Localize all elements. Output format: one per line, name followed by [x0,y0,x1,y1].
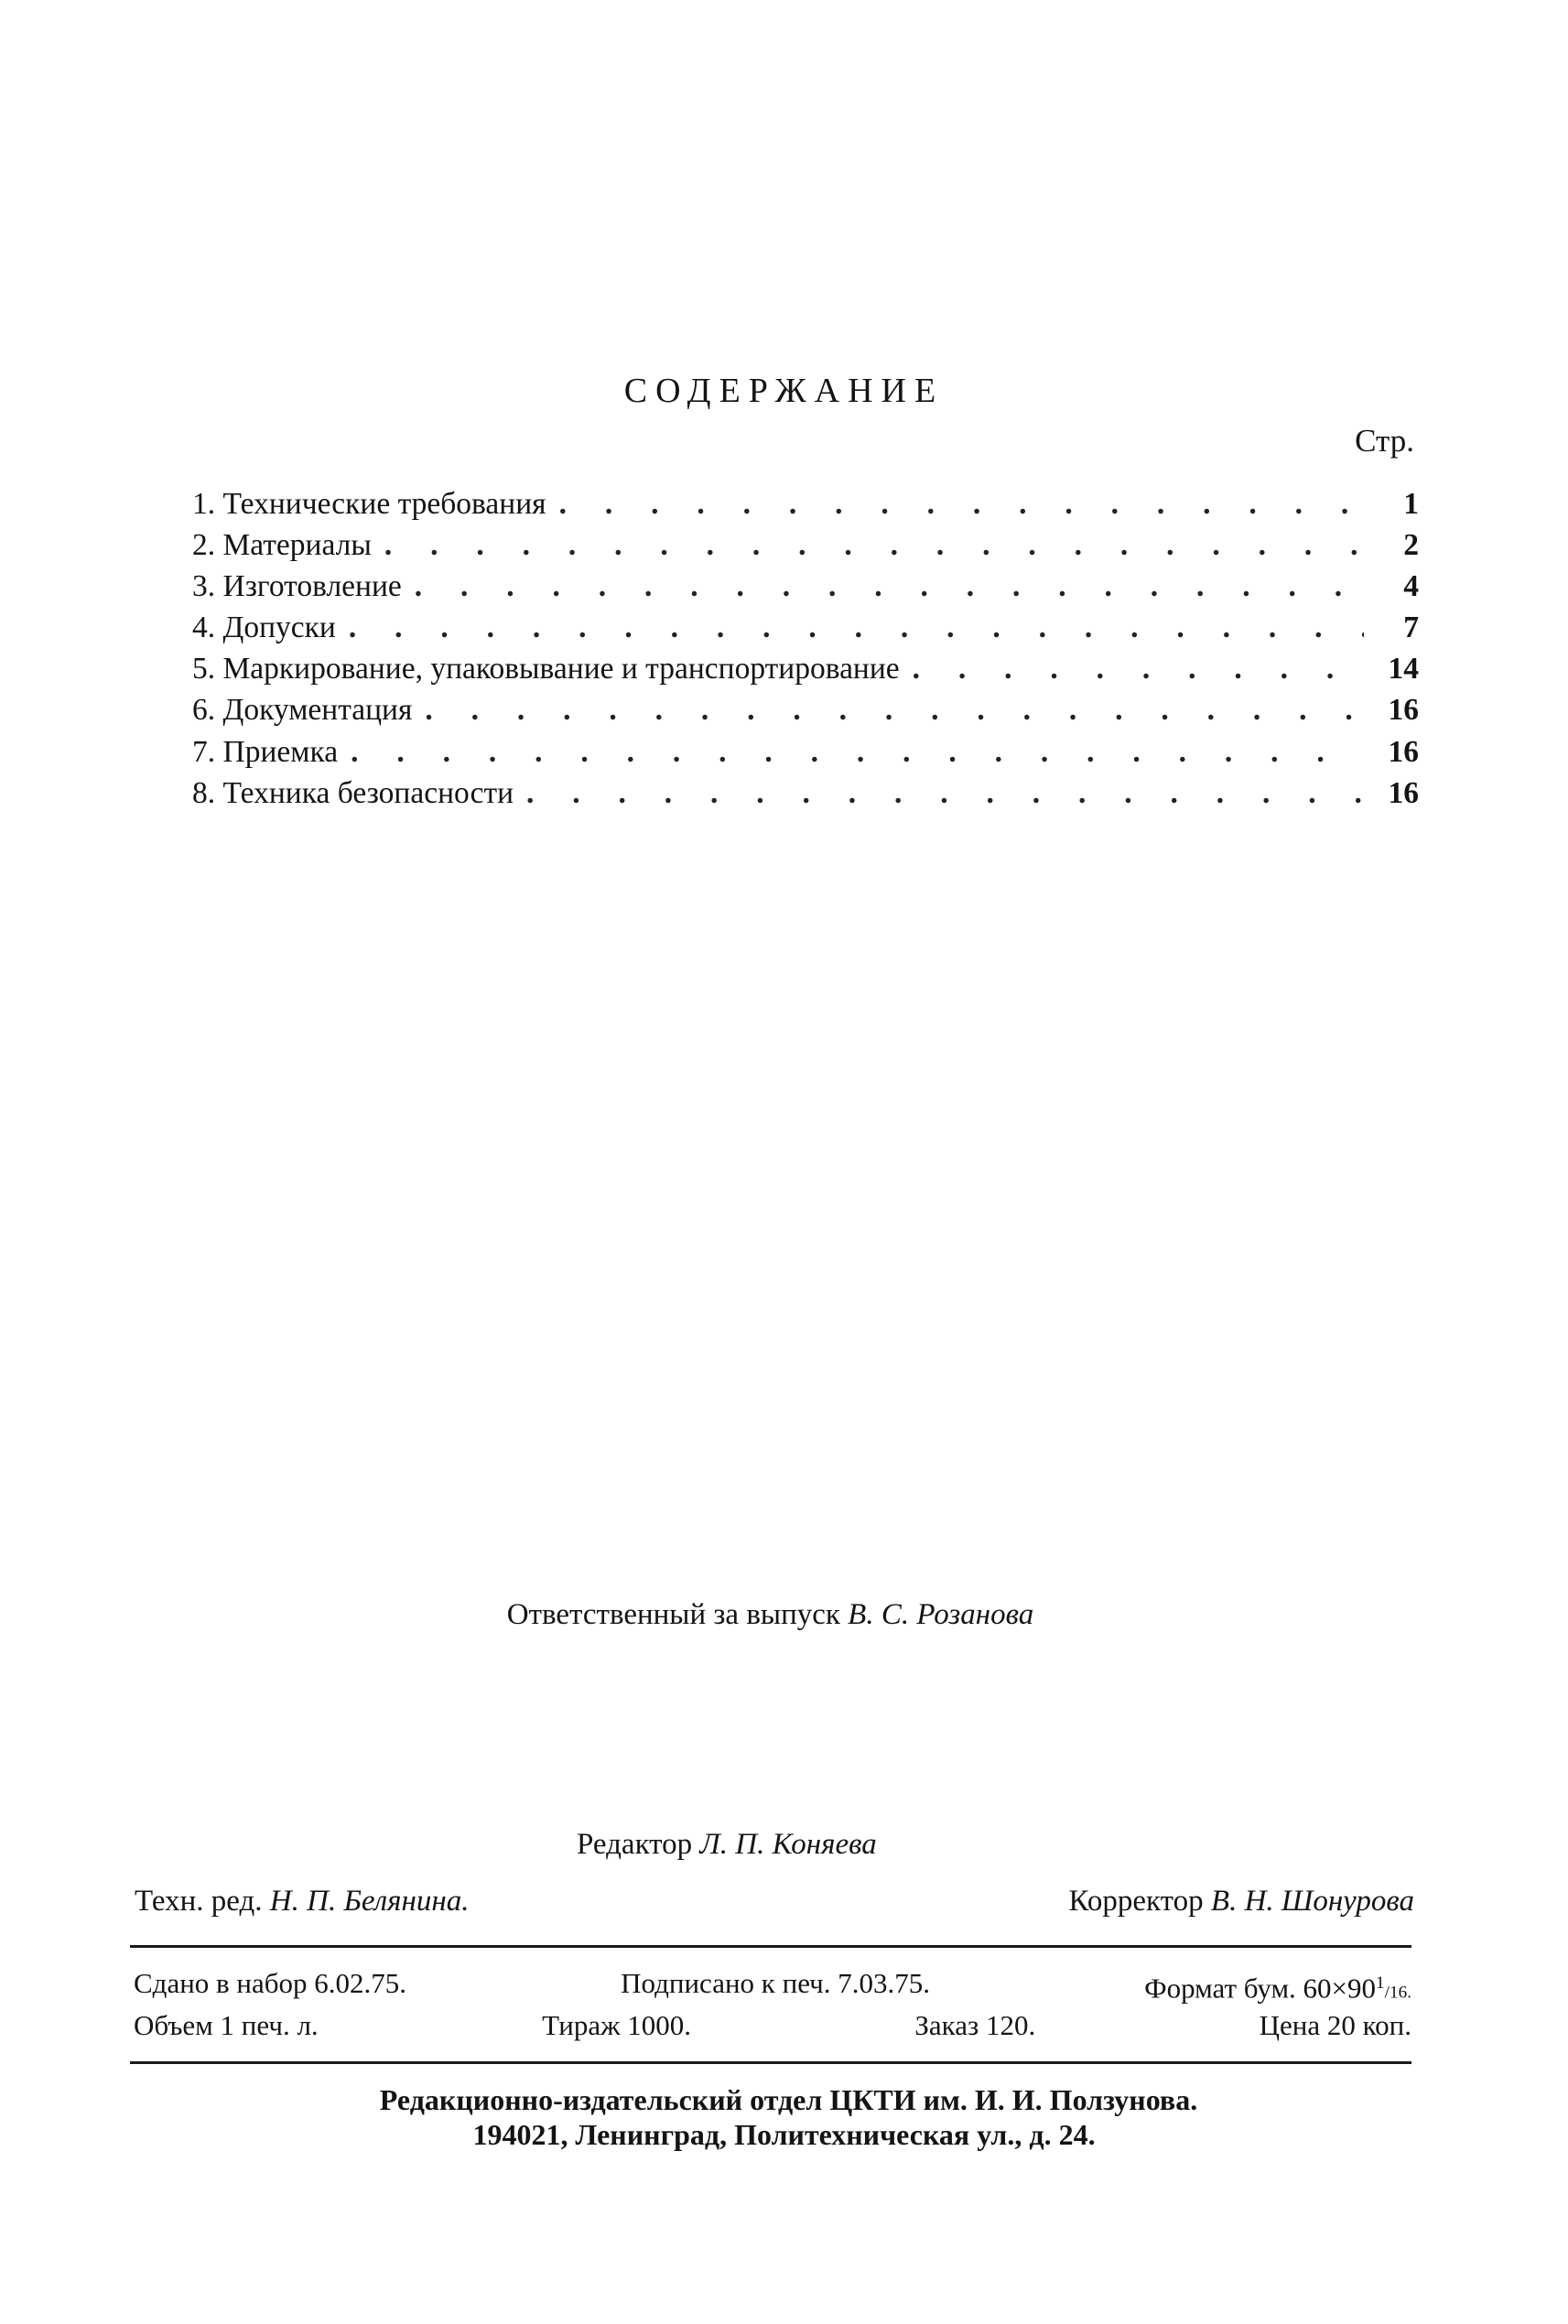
paper-format [1144,1964,1411,2013]
toc-item [192,524,1419,566]
toc-item-page: 7 [1403,611,1419,645]
toc-dot-leader [351,731,1364,773]
toc-dot-leader [384,524,1364,566]
page-column-label: Стр. [1355,423,1414,459]
toc-item-title: 3. Изготовление [192,569,402,604]
toc-item-page: 16 [1388,693,1419,728]
toc-item-page: 2 [1403,528,1419,563]
toc-item [192,731,1419,773]
toc-item-title: 1. Технические требования [192,487,546,521]
editor-label: Редактор [577,1828,693,1861]
imprint-row [134,2006,1411,2045]
toc-item [192,648,1419,689]
corrector-label: Корректор [1068,1885,1204,1918]
publisher-address: 194021, Ленинград, Политехническая ул., д. 24. [472,2118,1096,2151]
toc-item-page: 4 [1403,569,1419,604]
toc-item-title: 2. Материалы [192,528,372,563]
toc-item [192,689,1419,730]
toc-item-page: 16 [1388,775,1419,810]
volume: Объем 1 печ. л. [134,2009,319,2041]
toc-dot-leader [415,566,1364,607]
paper-format-numerator: 1 [1376,1973,1385,1993]
corrector-line [1069,1881,1414,1921]
toc-item [192,607,1419,648]
toc-item-title: 6. Документация [192,693,413,728]
toc-dot-leader [526,773,1364,814]
toc-dot-leader [559,483,1364,524]
toc-item-title: 8. Техника безопасности [192,775,514,810]
toc-item-title: 4. Допуски [192,611,336,645]
publisher-name: Редакционно-издательский отдел ЦКТИ им. И. И. Ползунова. [379,2083,1198,2116]
toc-item [192,483,1419,524]
toc-item-page: 1 [1403,487,1419,521]
responsible-label: Ответственный за выпуск [506,1598,840,1631]
table-of-contents [192,483,1419,814]
signed-date: Подписано к печ. 7.03.75. [621,1967,931,1999]
print-run: Тираж 1000. [542,2009,691,2041]
toc-item [192,773,1419,814]
price: Цена 20 коп. [1259,2009,1411,2041]
tech-editor-label: Техн. ред. [135,1885,263,1918]
imprint-top-rule [130,1945,1411,1948]
toc-dot-leader [913,648,1364,689]
submitted-date: Сдано в набор 6.02.75. [134,1967,407,1999]
imprint-row [134,1964,1411,2013]
toc-item-page: 16 [1388,734,1419,769]
responsible-name: В. С. Розанова [848,1598,1034,1631]
toc-item-title: 5. Маркирование, упаковывание и транспортирование [192,652,900,686]
toc-item [192,566,1419,607]
corrector-name: В. Н. Шонурова [1210,1885,1414,1918]
imprint-bottom-rule [130,2061,1411,2064]
paper-format-denominator: /16. [1384,1983,1411,2003]
toc-item-title: 7. Приемка [192,734,339,769]
contents-title: СОДЕРЖАНИЕ [623,372,945,410]
editor-name: Л. П. Коняева [699,1828,877,1861]
responsible-line [0,1594,1568,1635]
toc-dot-leader [349,607,1364,648]
tech-editor-name: Н. П. Белянина. [269,1885,470,1918]
toc-dot-leader [425,689,1364,730]
order-number: Заказ 120. [914,2009,1036,2041]
paper-format-prefix: Формат бум. 60×90 [1144,1972,1377,2005]
toc-item-page: 14 [1388,652,1419,686]
editor-line [577,1824,877,1865]
tech-editor-line [135,1881,469,1921]
